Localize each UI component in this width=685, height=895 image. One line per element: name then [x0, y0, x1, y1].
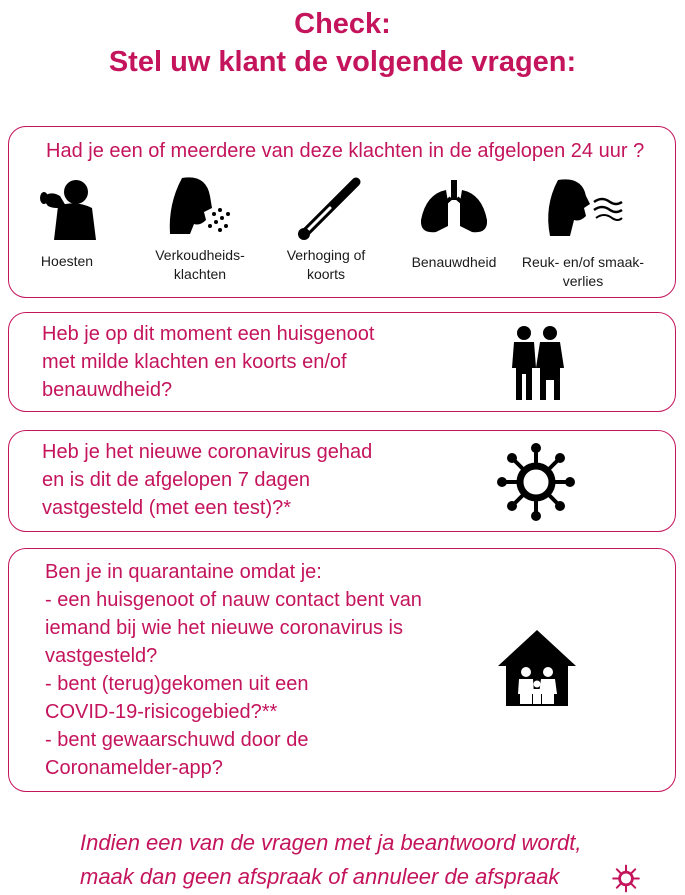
family-house-icon [496, 628, 578, 708]
thermometer-icon [296, 174, 366, 242]
sneezing-head-icon [164, 174, 232, 236]
symptom-label-reuk-smaak: Reuk- en/of smaak- verlies [521, 254, 645, 289]
question-text-quarantine: Ben je in quarantaine omdat je: - een huisgenoot of nauw contact bent van iemand bij wie het nieuwe coronavirus is vastgesteld? - bent (terug)gekomen uit een COVID-19-risicogebied?** - bent gewaarschuwd door de Coronamelder-app? [45, 561, 422, 779]
couple-icon [506, 324, 568, 400]
symptom-label-koorts: Verhoging of koorts [286, 247, 366, 282]
lungs-icon [418, 180, 490, 236]
symptom-label-benauwdheid: Benauwdheid [411, 254, 497, 270]
heading-instruction: Stel uw klant de volgende vragen: [108, 46, 577, 78]
question-text-tested: Heb je het nieuwe coronavirus gehad en is dit de afgelopen 7 dagen vastgesteld (met een test)?* [42, 441, 373, 519]
virus-icon [494, 440, 578, 524]
question-text-housemate: Heb je op dit moment een huisgenoot met milde klachten en koorts en/of benauwdheid? [42, 323, 375, 401]
coughing-person-icon [36, 176, 100, 242]
heading-check: Check: [294, 8, 391, 40]
symptom-label-hoesten: Hoesten [40, 253, 94, 269]
smelling-head-icon [544, 176, 624, 238]
symptom-label-verkoudheid: Verkoudheids- klachten [155, 247, 245, 282]
question-text-symptoms: Had je een of meerdere van deze klachten in de afgelopen 24 uur ? [46, 140, 645, 162]
virus-icon [608, 862, 644, 895]
footer-instruction: Indien een van de vragen met ja beantwoord wordt, maak dan geen afspraak of annuleer de afspraak [80, 830, 582, 889]
